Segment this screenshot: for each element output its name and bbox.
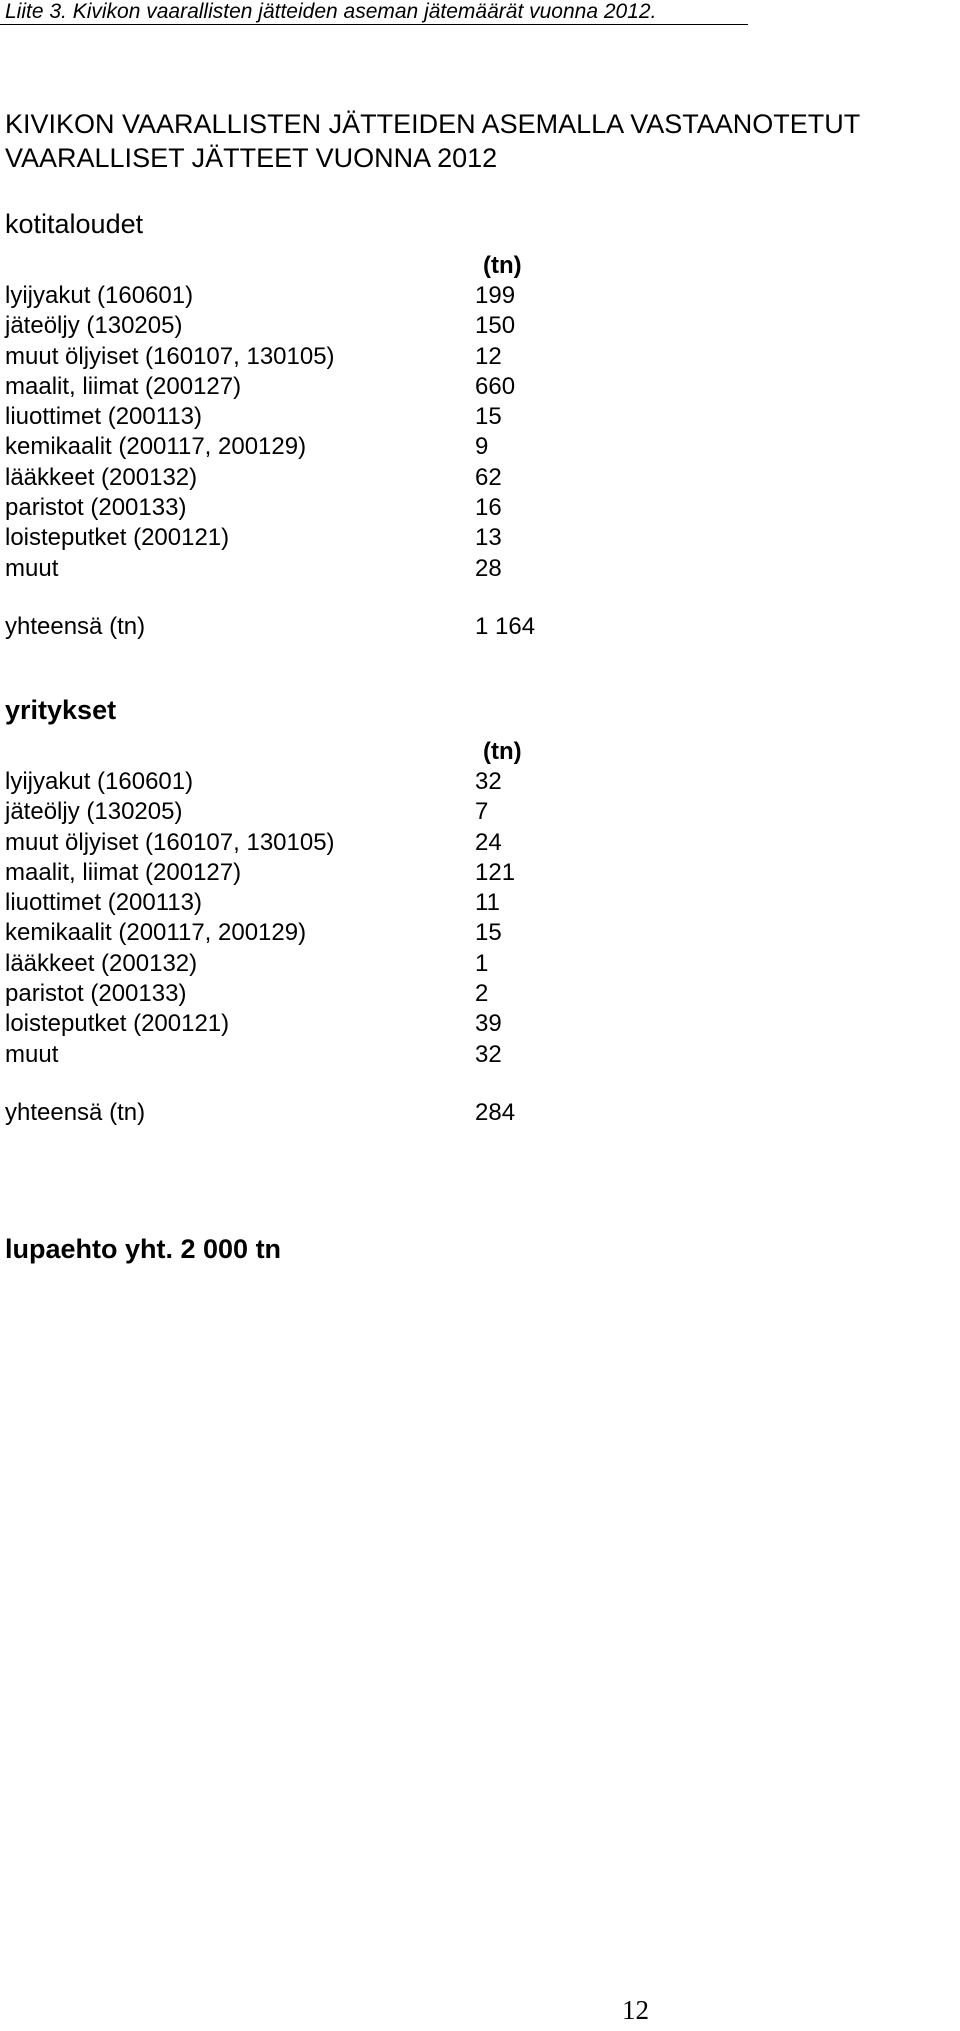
- table-row: [5, 523, 545, 553]
- row-value: 1: [475, 949, 489, 977]
- row-value: 9: [475, 433, 489, 461]
- row-label: lyijyakut (160601): [5, 282, 194, 309]
- row-value: 150: [475, 312, 516, 340]
- row-value: 2: [475, 980, 489, 1008]
- row-label: lääkkeet (200132): [5, 463, 198, 491]
- companies-unit-row: [5, 737, 545, 767]
- table-row: [5, 797, 545, 827]
- table-row: [5, 858, 545, 888]
- row-label: liuottimet (200113): [5, 889, 202, 917]
- row-label: muut öljyiset (160107, 130105): [5, 342, 335, 370]
- row-value: 28: [475, 554, 502, 582]
- row-value: 32: [475, 768, 502, 795]
- companies-unit: (tn): [483, 738, 522, 765]
- row-value: 39: [475, 1010, 502, 1038]
- title-line-2: VAARALLISET JÄTTEET VUONNA 2012: [5, 143, 498, 173]
- row-label: muut: [5, 554, 59, 582]
- row-label: kemikaalit (200117, 200129): [5, 919, 307, 947]
- row-value: 16: [475, 494, 502, 522]
- permit-limit-note: lupaehto yht. 2 000 tn: [5, 1234, 282, 1264]
- row-value: 62: [475, 463, 502, 491]
- table-row: [5, 767, 545, 797]
- row-label: loisteputket (200121): [5, 1010, 230, 1038]
- companies-table: [5, 767, 545, 1070]
- row-label: jäteöljy (130205): [5, 798, 183, 826]
- row-label: paristot (200133): [5, 494, 187, 522]
- companies-heading: yritykset: [5, 695, 117, 725]
- row-label: muut öljyiset (160107, 130105): [5, 828, 335, 856]
- row-label: lääkkeet (200132): [5, 949, 198, 977]
- document-title: [5, 107, 860, 175]
- row-label: liuottimet (200113): [5, 403, 202, 431]
- row-value: 660: [475, 372, 516, 400]
- table-row: [5, 342, 545, 372]
- title-line-1: KIVIKON VAARALLISTEN JÄTTEIDEN ASEMALLA VASTAANOTETUT: [5, 109, 861, 139]
- companies-total-value: 284: [475, 1098, 516, 1126]
- table-row: [5, 402, 545, 432]
- households-unit-row: [5, 251, 545, 281]
- table-row: [5, 463, 545, 493]
- row-label: maalit, liimat (200127): [5, 372, 242, 400]
- row-label: paristot (200133): [5, 980, 187, 1008]
- row-value: 7: [475, 798, 489, 826]
- row-value: 32: [475, 1040, 502, 1068]
- row-value: 15: [475, 919, 502, 947]
- table-row: [5, 281, 545, 311]
- table-row: [5, 888, 545, 918]
- households-table: [5, 281, 545, 584]
- table-row: [5, 918, 545, 948]
- row-value: 121: [475, 858, 516, 886]
- page-number: 12: [622, 1995, 649, 2025]
- households-unit: (tn): [483, 252, 522, 279]
- table-row: [5, 311, 545, 341]
- companies-section: [5, 695, 545, 1128]
- households-total-value: 1 164: [475, 612, 536, 640]
- row-label: lyijyakut (160601): [5, 768, 194, 795]
- row-value: 24: [475, 828, 502, 856]
- page-header: Liite 3. Kivikon vaarallisten jätteiden aseman jätemäärät vuonna 2012.: [5, 0, 657, 23]
- row-label: kemikaalit (200117, 200129): [5, 433, 307, 461]
- row-value: 15: [475, 403, 502, 431]
- row-label: maalit, liimat (200127): [5, 858, 242, 886]
- row-value: 12: [475, 342, 502, 370]
- row-value: 13: [475, 524, 502, 552]
- row-value: 199: [475, 282, 516, 309]
- table-row: [5, 949, 545, 979]
- table-row: [5, 979, 545, 1009]
- table-row: [5, 1040, 545, 1070]
- companies-total-row: [5, 1098, 545, 1128]
- row-value: 11: [475, 889, 500, 917]
- row-label: loisteputket (200121): [5, 524, 230, 552]
- row-label: muut: [5, 1040, 59, 1068]
- households-section: [5, 209, 545, 642]
- households-total-row: [5, 612, 545, 642]
- table-row: [5, 1009, 545, 1039]
- table-row: [5, 372, 545, 402]
- table-row: [5, 432, 545, 462]
- households-heading: kotitaloudet: [5, 209, 144, 239]
- table-row: [5, 554, 545, 584]
- table-row: [5, 828, 545, 858]
- households-total-label: yhteensä (tn): [5, 612, 146, 640]
- companies-total-label: yhteensä (tn): [5, 1098, 146, 1126]
- row-label: jäteöljy (130205): [5, 312, 183, 340]
- header-underline: [0, 24, 748, 25]
- table-row: [5, 493, 545, 523]
